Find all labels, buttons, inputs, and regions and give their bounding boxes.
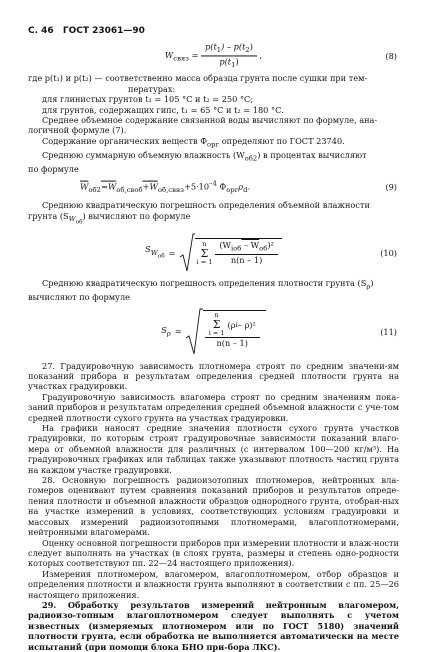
equation-number: (8) [385, 51, 397, 62]
paragraph-28: 28. Основную погрешность радиоизотопных плотномеров, нейтронных вла-гомеров оценивают путем сравнения показаний приборов и результатов опреде-ления плотности и объемной влажности образцов однородного грунта, отобран-ных на участке измерений в условиях, соответствующих условиям градуировки и массовых измерений радиоизотопными плотномерами, влагоплотномерами, нейтронными влагомерами. [28, 475, 399, 538]
paragraph-graduation-moisture: Градуировочную зависимость влагомера строят по средним значениям пока-заний приборов и результатам определения средней объемной влажности с уче-том средней плотности сухого грунта на участках градуировки. [28, 391, 399, 423]
where-clause: где p(t₁) и p(t₂) — соответственно масса образца грунта после сушки при тем- [28, 73, 368, 84]
page-number: С. 46 [28, 26, 54, 36]
radical-sign [179, 233, 195, 273]
paragraph-27: 27. Градуировочную зависимость плотномера строят по средним значени-ям показаний прибора и результатам определения средней плотности грунта на участках градуировки. [28, 360, 399, 392]
equation-8: $W_{связ}$ = $\frac{p(t_1) - p(t_2)}{p(t_1)}$ , (8) [164, 41, 397, 70]
fraction: $\frac{p(t_1) - p(t_2)}{p(t_1)}$ [201, 42, 257, 71]
equation-10: $S_{W_{об}}$ = n Σ i = 1 $\frac{(W_{iоб} - W_{об})^2}{n(n - 1)}$ (10) [28, 231, 399, 275]
equation-11: $S_\rho$ = n Σ i = 1 (ρ i – ρ)² n(n – 1) (11) [28, 306, 399, 358]
paragraph-measurements: Измерения плотномером, влагомером, влагоплотномером, отбор образцов и определения плотности и влажности грунта выполняют в соответствии с пп. 25—26 настоящего приложения. [28, 568, 399, 600]
paragraph-29: 29. Обработку результатов измерений нейтронным влагомером, радиоизо-топным влагоплотномером следует выполнять с учетом известных (измеряемых плотномером или по ГОСТ 5180) значений плотности грунта, если обработка не выполняется автоматически на месте испытаний (при помощи блока БНО при-бора ЛКС). [28, 599, 399, 652]
equation-9: $\overline{W}_{об2}=W_{об,своб}+W_{об,связ}+5\cdot 10^{-4}$ $Ф_{орг}\rho_d$. (9) [80, 179, 397, 195]
equation-number: (9) [385, 182, 397, 193]
paragraph-graphs: На графики наносят средние значения плотности сухого грунта участков градуировки, по которым строят градуировочные зависимости показаний влаго-мера от объемной влажности для различных (с интервалом 100—200 кг/м³). На градуировочных графиках или таблицах также указывают плотность частиц грунта на каждом участке градуировки. [28, 423, 399, 475]
equation-number: (10) [380, 247, 397, 258]
document-page: С. 46 ГОСТ 23061—90 $W_{связ}$ = $\frac{p(t_1) - p(t_2)}{p(t_1)}$ , (8) где p(t₁) и p(t₂) — соответственно масса образца грунта после сушки при тем- пературах: для глинистых грунтов t₁ = 105 °С и t₂ = 250 °С; для грунтов, содержащих гипс, t₁ = 65 °С и t₂ = 180 °С. Среднее объемное содержание связанной воды вычисляют по формуле, ана- логичной формуле (7). Содержание органических веществ $Ф_{орг}$ определяют по ГОСТ 23740. Среднюю суммарную объемную влажность $(W_{об2})$ в процентах вычисляют по формуле $\overline{W}_{об2}=W_{об,своб}+W_{об,связ}+5\cdot 10^{-4}$ $Ф_{орг}\rho_d$. (9) Среднюю квадратическую погрешность определения объемной влажности грунта $(S_{W_{об}})$ вычисляют по формуле $S_{W_{об}}$ = n Σ i = 1 $\frac{(W_{iоб} - W_{об})^2}{n(n - 1)}$ (10) Среднюю квадратическую погрешность определения плотности грунта $(S_\rho)$ вычисляют по формуле $S_\rho$ = n Σ i = 1 (ρ i – ρ)² n(n – 1) (11) 27. Градуировочную зависимость плотномера строят по средним значени-ям показаний прибора и результатам определения средней плотности грунта на участках градуировки. Градуировочную зависимость влагомера строят по средним значениям пока-заний приборов и результатам определения средней объемной влажности с уче-том средней плотности сухого грунта на участках градуировки. На графики наносят средние значения плотности сухого грунта участков градуировки, по которым строят градуировочные зависимости показаний влаго-мера от объемной влажности для различных (с интервалом 100—200 кг/м³). На градуировочных графиках или таблицах также указывают плотность частиц грунта на каждом участке градуировки. 28. Основную погрешность радиоизотопных плотномеров, нейтронных вла-гомеров оценивают путем сравнения показаний приборов и результатов опреде-ления плотности и объемной влажности образцов однородного грунта, отобран-ных на участке измерений в условиях, соответствующих условиям градуировки и массовых измерений радиоизотопными плотномерами, влагоплотномерами, нейтронными влагомерами. Оценку основной погрешности приборов при измерении плотности и влаж-ности следует выполнять на участках (в слоях грунта, размеры и степень одно-родности которых соответствуют пп. 22—24 настоящего приложения). Измерения плотномером, влагомером, влагоплотномером, отбор образцов и определения плотности и влажности грунта выполняют в соответствии с пп. 25—26 настоящего приложения. 29. Обработку результатов измерений нейтронным влагомером, радиоизо-топным влагоплотномером следует выполнять с учетом известных (измеряемых плотномером или по ГОСТ 5180) значений плотности грунта, если обработка не выполняется автоматически на месте испытаний (при помощи блока БНО при-бора ЛКС). [28, 26, 399, 652]
paragraph-error-assessment: Оценку основной погрешности приборов при измерении плотности и влаж-ности следует выполнять на участках (в слоях грунта, размеры и степень одно-родности которых соответствуют пп. 22—24 настоящего приложения). [28, 537, 399, 569]
equation-number: (11) [380, 326, 397, 337]
standard-designation: ГОСТ 23061—90 [62, 26, 145, 36]
page-header [28, 26, 399, 36]
radical-sign [185, 308, 203, 356]
